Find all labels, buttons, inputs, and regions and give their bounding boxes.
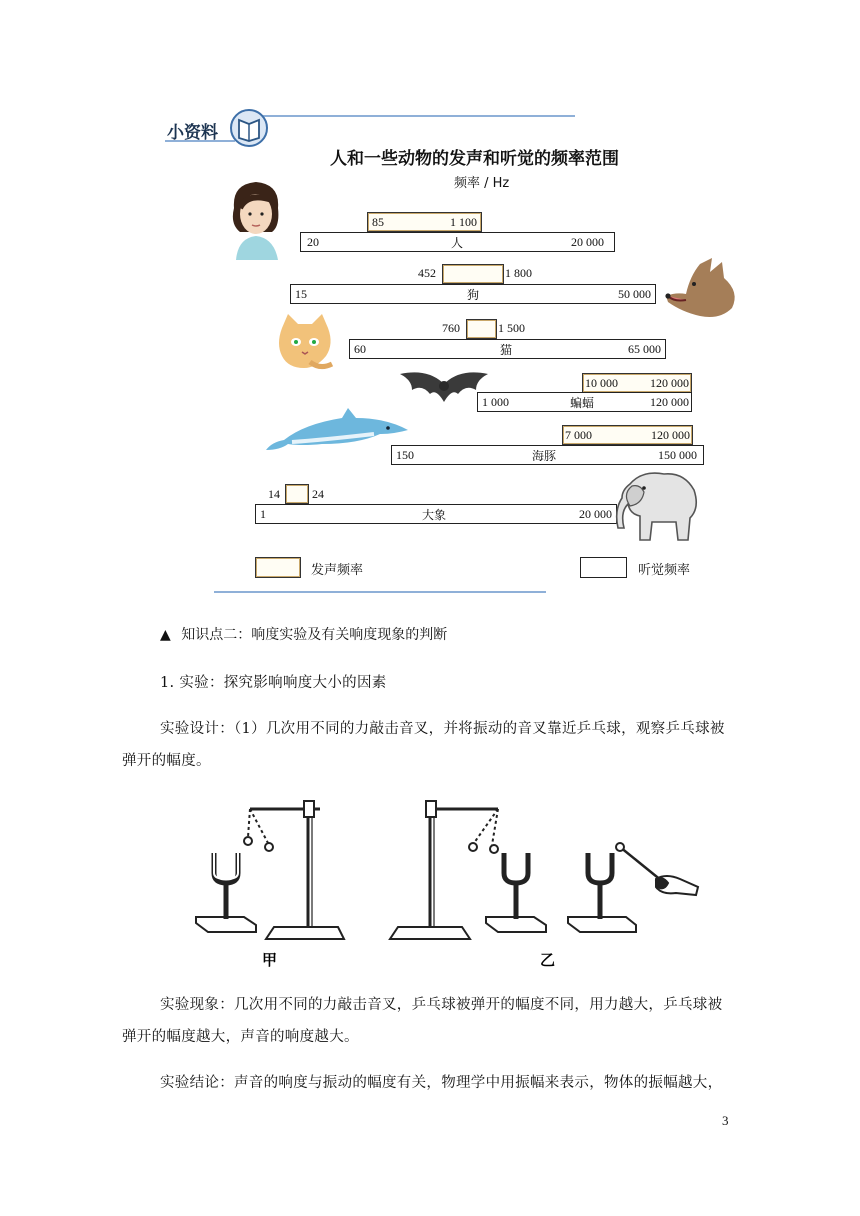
- figure-label-jia: 甲: [262, 951, 278, 969]
- dolphin-illustration: [262, 404, 412, 460]
- design-line-2: 弹开的幅度。: [122, 753, 211, 769]
- book-icon: [229, 108, 269, 148]
- hear-range-elephant: [255, 504, 617, 524]
- hear-min: 150: [396, 448, 414, 462]
- hear-min: 1 000: [482, 395, 509, 409]
- voice-range-dog: [442, 264, 504, 284]
- voice-range-bat: [582, 373, 692, 393]
- voice-min: 7 000: [565, 428, 592, 442]
- info-unit: 频率 / Hz: [454, 176, 510, 191]
- hear-max: 20 000: [579, 507, 612, 521]
- hear-min: 20: [307, 235, 319, 249]
- hear-min: 15: [295, 287, 307, 301]
- animal-name: 海豚: [532, 449, 557, 463]
- voice-range-human: [367, 212, 482, 232]
- legend-voice-swatch: [255, 557, 301, 578]
- hear-max: 20 000: [571, 235, 604, 249]
- legend-voice-label: 发声频率: [311, 563, 364, 578]
- animal-name: 人: [451, 236, 464, 250]
- phenomenon-line-1: 实验现象：几次用不同的力敲击音叉，乒乓球被弹开的幅度不同，用力越大，乒乓球被: [160, 997, 723, 1013]
- voice-range-cat: [466, 319, 497, 339]
- page-number: 3: [722, 1113, 729, 1128]
- phenomenon-line-2: 弹开的幅度越大，声音的响度越大。: [122, 1029, 359, 1045]
- cat-illustration: [274, 314, 336, 372]
- voice-max-dog: 1 800: [505, 266, 532, 280]
- figure-label-yi: 乙: [540, 951, 556, 969]
- conclusion-line-1: 实验结论：声音的响度与振动的幅度有关，物理学中用振幅来表示，物体的振幅越大，: [160, 1075, 723, 1091]
- hear-range-cat: [349, 339, 666, 359]
- hear-max: 150 000: [658, 448, 697, 462]
- voice-min-dog: 452: [418, 266, 436, 280]
- voice-max: 1 100: [450, 215, 477, 229]
- tuning-fork-figure: [190, 795, 700, 970]
- animal-name: 蝙蝠: [570, 396, 595, 410]
- hear-max: 65 000: [628, 342, 661, 356]
- hear-min: 1: [260, 507, 266, 521]
- hear-range-human: [300, 232, 615, 252]
- human-face-illustration: [222, 178, 292, 260]
- voice-max: 120 000: [650, 376, 689, 390]
- voice-max-elephant: 24: [312, 487, 324, 501]
- header-line-top: [260, 115, 575, 117]
- elephant-illustration: [612, 468, 700, 548]
- dog-illustration: [660, 258, 742, 320]
- animal-name: 猫: [500, 343, 513, 357]
- voice-max: 120 000: [651, 428, 690, 442]
- voice-range-elephant: [285, 484, 309, 504]
- voice-min-elephant: 14: [268, 487, 280, 501]
- design-line-1: 实验设计：（1）几次用不同的力敲击音叉，并将振动的音叉靠近乒乓球，观察乒乓球被: [160, 721, 725, 737]
- animal-name: 大象: [422, 508, 447, 522]
- hear-range-dolphin: [391, 445, 704, 465]
- info-bottom-rule: [214, 591, 546, 593]
- hear-range-bat: [477, 392, 692, 412]
- voice-min: 10 000: [585, 376, 618, 390]
- voice-range-dolphin: [562, 425, 693, 445]
- knowledge-heading: [160, 624, 447, 644]
- animal-name: 狗: [467, 288, 480, 302]
- legend-hear-label: 听觉频率: [638, 563, 691, 578]
- hear-range-dog: [290, 284, 656, 304]
- voice-min: 85: [372, 215, 384, 229]
- voice-min-cat: 760: [442, 321, 460, 335]
- hear-min: 60: [354, 342, 366, 356]
- info-title: 人和一些动物的发声和听觉的频率范围: [330, 149, 619, 169]
- experiment-item: 1. 实验：探究影响响度大小的因素: [160, 675, 387, 691]
- info-header: [165, 108, 580, 148]
- info-tag: 小资料: [167, 123, 218, 143]
- voice-max-cat: 1 500: [498, 321, 525, 335]
- knowledge-heading-text: 知识点二：响度实验及有关响度现象的判断: [181, 627, 448, 643]
- hear-max: 120 000: [650, 395, 689, 409]
- legend-hear-swatch: [580, 557, 627, 578]
- hear-max: 50 000: [618, 287, 651, 301]
- triangle-icon: ▲: [160, 627, 171, 643]
- bat-illustration: [398, 366, 490, 408]
